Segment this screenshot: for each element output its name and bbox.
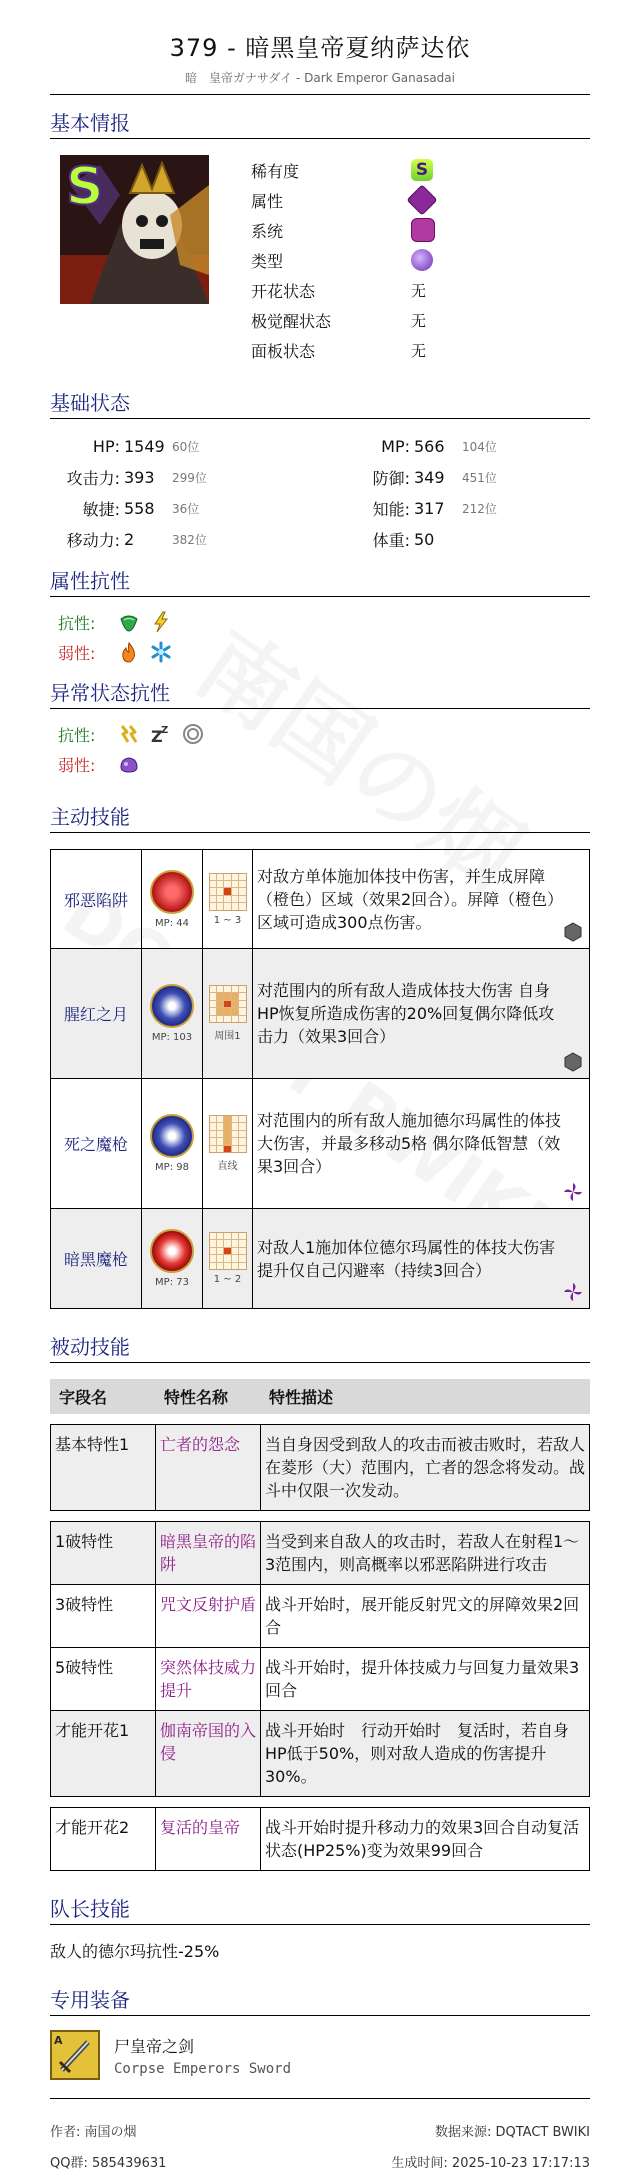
skill-mp: MP: 73 (155, 1277, 189, 1288)
skill-description: 对范围内的所有敌人施加德尔玛属性的体技大伤害，并最多移动5格 偶尔降低智慧（效果3回合） (257, 1111, 562, 1176)
trait-field: 基本特性1 (51, 1425, 156, 1511)
footer-source (435, 2121, 590, 2140)
stats-row (50, 493, 640, 524)
info-value: 无 (411, 341, 427, 360)
sword-icon (50, 2030, 100, 2080)
fire-icon (118, 641, 140, 663)
equipment-name-english: Corpse Emperors Sword (114, 2060, 292, 2077)
stat-value: 349 (414, 468, 445, 487)
skill-range-cell (203, 1079, 253, 1209)
footer-row (50, 2152, 590, 2171)
info-label: 系统 (251, 221, 284, 241)
wind-icon (118, 611, 140, 633)
skill-description: 对敌人1施加体位德尔玛属性的体技大伤害 提升仅自己闪避率（持续3回合） (257, 1237, 556, 1280)
skill-mp: MP: 98 (155, 1162, 189, 1173)
stats-grid (50, 431, 640, 555)
skill-description-cell (253, 1209, 590, 1309)
equipment-name: 尸皇帝之剑 (114, 2036, 195, 2056)
source-label: 数据来源: (434, 2125, 492, 2140)
element-resistance (58, 607, 640, 667)
trait-field: 3破特性 (51, 1585, 156, 1648)
trait-name: 亡者的怨念 (156, 1425, 261, 1511)
stun-icon (182, 723, 204, 745)
trait-description: 当受到来自敌人的攻击时，若敌人在射程1～3范围内，则高概率以邪恶陷阱进行攻击 (261, 1522, 590, 1585)
table-row (51, 1425, 590, 1511)
poison-icon (118, 753, 140, 775)
resist-label: 抗性: (58, 613, 96, 633)
weak-label: 弱性: (58, 755, 96, 775)
dark-element-icon (406, 184, 437, 215)
info-value: 无 (411, 281, 427, 300)
skill-range: 1 ~ 3 (213, 914, 242, 926)
trait-name: 复活的皇帝 (156, 1808, 261, 1871)
spacer (51, 1511, 590, 1522)
trait-field: 1破特性 (51, 1522, 156, 1585)
stats-row (50, 431, 640, 462)
paralysis-icon (118, 723, 140, 745)
page-title: 379 - 暗黑皇帝夏纳萨达依 (169, 34, 471, 62)
stat-rank: 212位 (462, 502, 497, 516)
trait-description: 战斗开始时提升移动力的效果3回合自动复活状态(HP25%)变为效果99回合 (261, 1808, 590, 1871)
stat-value: 317 (414, 499, 445, 518)
skill-row (51, 850, 590, 949)
range-grid-icon (209, 985, 247, 1023)
stat-rank: 299位 (172, 471, 207, 485)
table-row (51, 1585, 590, 1648)
stat-intelligence (340, 497, 630, 520)
source-value: DQTACT BWIKI (495, 2125, 590, 2140)
dark-element-icon (563, 1282, 583, 1302)
footer-row (50, 2121, 590, 2140)
skill-orb-icon (150, 1114, 194, 1158)
trait-description: 战斗开始时，提升体技威力与回复力量效果3回合 (261, 1648, 590, 1711)
sleep-icon (150, 723, 172, 745)
info-label: 稀有度 (251, 161, 300, 181)
rarity-s-icon: S (66, 157, 104, 217)
trait-field: 5破特性 (51, 1648, 156, 1711)
info-label: 极觉醒状态 (251, 311, 332, 331)
weak-label: 弱性: (58, 643, 96, 663)
skill-icon-cell (142, 1079, 203, 1209)
info-label: 开花状态 (251, 281, 316, 301)
table-row (51, 1711, 590, 1797)
active-skill-table (50, 849, 590, 1309)
stat-weight (340, 528, 630, 551)
table-header (51, 1379, 590, 1414)
skill-mp: MP: 103 (151, 1032, 193, 1043)
ice-icon (150, 641, 172, 663)
monster-portrait (60, 155, 209, 304)
trait-description: 战斗开始时，展开能反射咒文的屏障效果2回合 (261, 1585, 590, 1648)
skill-description-cell (253, 1079, 590, 1209)
divider (50, 94, 590, 95)
skill-name: 暗黑魔枪 (51, 1209, 142, 1309)
resist-label: 抗性: (58, 725, 96, 745)
range-grid-icon (209, 1232, 247, 1270)
footer-author (50, 2121, 137, 2140)
info-row-panel (251, 335, 435, 365)
page (0, 28, 640, 2171)
skill-range-cell (203, 850, 253, 949)
passive-skill-table (50, 1379, 590, 1871)
stat-movement (50, 528, 340, 551)
skill-row (51, 949, 590, 1079)
qq-value: 585439631 (92, 2156, 167, 2171)
stat-value: 393 (124, 468, 155, 487)
svg-text:Z: Z (151, 727, 163, 745)
qq-label: QQ群: (50, 2156, 88, 2171)
column-header: 字段名 (51, 1379, 156, 1414)
trait-field: 才能开花2 (51, 1808, 156, 1871)
stat-label: 攻击力: (66, 469, 120, 488)
section-status-heading: 异常状态抗性 (50, 677, 590, 709)
weak-row (58, 749, 640, 779)
stat-label: 移动力: (66, 531, 120, 550)
stat-label: 知能: (372, 500, 410, 519)
lightning-icon (150, 611, 172, 633)
status-resistance (58, 719, 640, 779)
info-label: 属性 (251, 191, 284, 211)
stat-value: 2 (124, 530, 135, 549)
resist-row (58, 607, 640, 637)
table-row (51, 1648, 590, 1711)
author-label: 作者: (50, 2125, 81, 2140)
stat-agility (50, 497, 340, 520)
skill-row (51, 1209, 590, 1309)
skill-range: 周围1 (214, 1031, 241, 1042)
resist-row (58, 719, 640, 749)
stat-value: 566 (414, 437, 445, 456)
table-row (51, 1808, 590, 1871)
svg-text:Z: Z (161, 725, 169, 736)
info-label: 面板状态 (251, 341, 316, 361)
info-value: 无 (411, 311, 427, 330)
stat-label: 防御: (372, 469, 410, 488)
leader-skill: 敌人的德尔玛抗性-25% (50, 1942, 220, 1961)
time-label: 生成时间: (391, 2156, 448, 2171)
section-element-heading: 属性抗性 (50, 565, 590, 597)
skill-mp: MP: 44 (155, 917, 189, 929)
stat-defense (340, 466, 630, 489)
skill-row (51, 1079, 590, 1209)
stats-row (50, 524, 640, 555)
stat-value: 1549 (124, 437, 165, 456)
skill-range-cell (203, 1209, 253, 1309)
stat-label: 敏捷: (82, 500, 120, 519)
skill-description-cell (253, 850, 590, 949)
section-active-heading: 主动技能 (50, 801, 590, 833)
skill-icon-cell (142, 850, 203, 949)
skill-name: 死之魔枪 (51, 1079, 142, 1209)
basic-info (60, 155, 640, 365)
skill-range-cell (203, 949, 253, 1079)
column-header: 特性名称 (156, 1379, 261, 1414)
trait-name: 暗黑皇帝的陷阱 (156, 1522, 261, 1585)
equipment (50, 2030, 640, 2080)
info-row-awaken (251, 305, 435, 335)
stat-rank: 60位 (172, 440, 200, 454)
stat-rank: 451位 (462, 471, 497, 485)
stat-label: HP: (92, 437, 120, 456)
skill-name: 邪恶陷阱 (51, 850, 142, 949)
info-row-rarity (251, 155, 435, 185)
section-stats-heading: 基础状态 (50, 387, 590, 419)
stat-mp (340, 437, 630, 456)
info-row-bloom (251, 275, 435, 305)
skill-description-cell (253, 949, 590, 1079)
spacer (51, 1414, 590, 1425)
skill-icon-cell (142, 1209, 203, 1309)
footer-qq (50, 2152, 166, 2171)
hex-icon (563, 1052, 583, 1072)
section-equip-heading: 专用装备 (50, 1984, 590, 2016)
stat-rank: 382位 (172, 533, 207, 547)
info-row-element (251, 185, 435, 215)
skill-range: 1 ~ 2 (213, 1274, 242, 1285)
trait-name: 咒文反射护盾 (156, 1585, 261, 1648)
page-subtitle: 暗 皇帝ガナサダイ - Dark Emperor Ganasadai (185, 71, 455, 85)
svg-text:A: A (54, 2034, 63, 2047)
skill-orb-icon (150, 984, 194, 1028)
stat-rank: 104位 (462, 440, 497, 454)
section-passive-heading: 被动技能 (50, 1331, 590, 1363)
spacer (51, 1797, 590, 1808)
trait-description: 当自身因受到敌人的攻击而被击败时，若敌人在菱形（大）范围内，亡者的怨念将发动。战斗中仅限一次发动。 (261, 1425, 590, 1511)
stat-rank: 36位 (172, 502, 200, 516)
stat-label: 体重: (372, 531, 410, 550)
info-label: 类型 (251, 251, 284, 271)
footer-time (391, 2152, 590, 2171)
dark-element-icon (563, 1182, 583, 1202)
author-value: 南国の烟 (84, 2125, 137, 2140)
footer-divider (50, 2098, 590, 2099)
info-row-family (251, 215, 435, 245)
table-row (51, 1522, 590, 1585)
skill-range: 直线 (217, 1161, 238, 1172)
type-icon (411, 249, 433, 271)
section-basic-heading: 基本情报 (50, 107, 590, 139)
stat-value: 50 (414, 530, 435, 549)
stat-attack (50, 466, 340, 489)
skill-description: 对敌方单体施加体技中伤害，并生成屏障（橙色）区域（效果2回合）。屏障（橙色）区域可造成300点伤害。 (257, 866, 556, 932)
info-row-type (251, 245, 435, 275)
range-grid-icon (209, 1115, 247, 1153)
range-grid-icon (209, 873, 247, 911)
info-table (251, 155, 435, 365)
trait-description: 战斗开始时 行动开始时 复活时，若自身HP低于50%，则对敌人造成的伤害提升30%。 (261, 1711, 590, 1797)
stat-hp (50, 437, 340, 456)
skill-description: 对范围内的所有敌人造成体技大伤害 自身HP恢复所造成伤害的20%回复偶尔降低攻击力（效果3回合） (257, 981, 555, 1046)
skill-icon-cell (142, 949, 203, 1079)
trait-name: 突然体技威力提升 (156, 1648, 261, 1711)
column-header: 特性描述 (261, 1379, 590, 1414)
time-value: 2025-10-23 17:17:13 (451, 2156, 590, 2171)
skill-name: 腥红之月 (51, 949, 142, 1079)
weak-row (58, 637, 640, 667)
hex-icon (563, 922, 583, 942)
skill-orb-icon (150, 870, 194, 914)
section-leader-heading: 队长技能 (50, 1893, 590, 1925)
trait-field: 才能开花1 (51, 1711, 156, 1797)
rarity-s-icon: S (411, 159, 433, 181)
demon-family-icon (411, 218, 435, 242)
stat-value: 558 (124, 499, 155, 518)
stat-label: MP: (381, 437, 410, 456)
skill-orb-icon (150, 1229, 194, 1273)
stats-row (50, 462, 640, 493)
trait-name: 伽南帝国的入侵 (156, 1711, 261, 1797)
